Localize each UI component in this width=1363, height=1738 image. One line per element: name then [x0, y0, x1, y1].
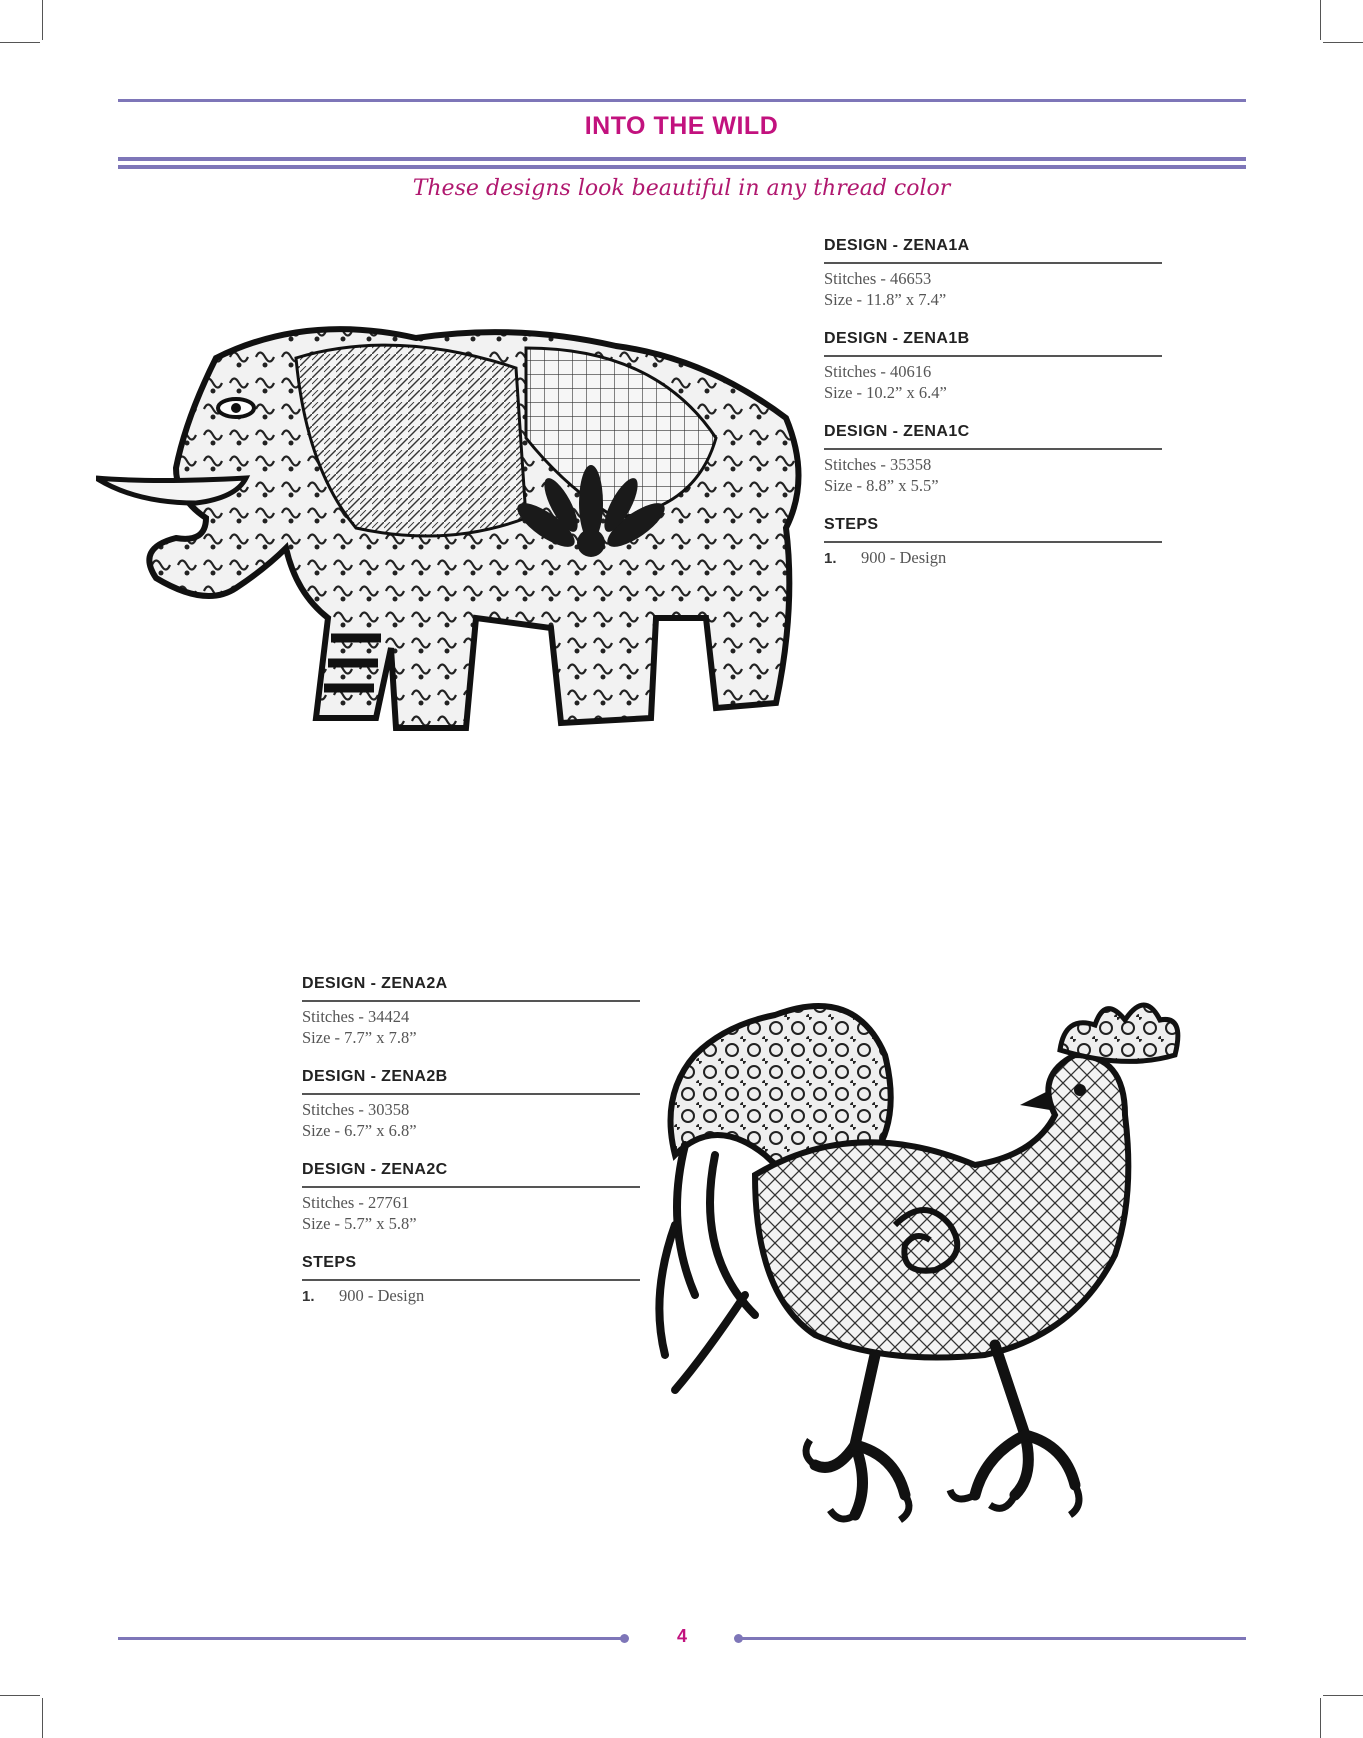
- design-heading: DESIGN - ZENA1A: [824, 237, 1162, 264]
- footer-rule-left: [118, 1637, 623, 1640]
- design-block: [824, 330, 1162, 403]
- design-block: [302, 1161, 640, 1234]
- steps-block: [824, 516, 1162, 569]
- header-bottom-rule-2: [118, 165, 1246, 169]
- design-block: [824, 423, 1162, 496]
- design-block: [302, 1068, 640, 1141]
- footer-rule-right: [740, 1637, 1246, 1640]
- crop-mark-br-v: [1320, 1698, 1321, 1738]
- steps-heading: STEPS: [824, 516, 1162, 543]
- design-stitches: Stitches - 40616: [824, 362, 932, 381]
- rooster-icon: [655, 995, 1237, 1570]
- design-block: [302, 975, 640, 1048]
- crop-mark-tr-h: [1323, 42, 1363, 43]
- design-size: Size - 10.2” x 6.4”: [824, 383, 947, 402]
- design-size: Size - 8.8” x 5.5”: [824, 476, 939, 495]
- page-subtitle: These designs look beautiful in any thread color: [412, 176, 951, 201]
- design-size: Size - 6.7” x 6.8”: [302, 1121, 417, 1140]
- design-size: Size - 5.7” x 5.8”: [302, 1214, 417, 1233]
- step-item: [302, 1285, 640, 1307]
- step-number: 1.: [302, 1288, 315, 1305]
- crop-mark-tr-v: [1320, 0, 1321, 40]
- design-heading: DESIGN - ZENA2C: [302, 1161, 640, 1188]
- page-number: 4: [676, 1626, 687, 1646]
- step-number: 1.: [824, 550, 837, 567]
- page-title: INTO THE WILD: [584, 112, 779, 140]
- footer-dot-left: [620, 1634, 629, 1643]
- rooster-design-info: [302, 975, 640, 1327]
- steps-heading: STEPS: [302, 1254, 640, 1281]
- header-top-rule: [118, 99, 1246, 102]
- elephant-icon: [96, 318, 802, 750]
- design-heading: DESIGN - ZENA2A: [302, 975, 640, 1002]
- design-stitches: Stitches - 46653: [824, 269, 932, 288]
- design-stitches: Stitches - 35358: [824, 455, 932, 474]
- design-size: Size - 11.8” x 7.4”: [824, 290, 947, 309]
- crop-mark-tl-v: [42, 0, 43, 40]
- design-heading: DESIGN - ZENA2B: [302, 1068, 640, 1095]
- design-heading: DESIGN - ZENA1B: [824, 330, 1162, 357]
- crop-mark-bl-h: [0, 1695, 40, 1696]
- crop-mark-tl-h: [0, 42, 40, 43]
- design-stitches: Stitches - 34424: [302, 1007, 410, 1026]
- elephant-embroidery-image: [96, 318, 802, 750]
- design-heading: DESIGN - ZENA1C: [824, 423, 1162, 450]
- rooster-embroidery-image: [655, 995, 1237, 1570]
- step-text: 900 - Design: [339, 1286, 425, 1305]
- crop-mark-br-h: [1323, 1695, 1363, 1696]
- step-text: 900 - Design: [861, 548, 947, 567]
- design-stitches: Stitches - 27761: [302, 1193, 410, 1212]
- header-bottom-rule-1: [118, 157, 1246, 161]
- steps-block: [302, 1254, 640, 1307]
- design-block: [824, 237, 1162, 310]
- elephant-design-info: [824, 237, 1162, 589]
- step-item: [824, 547, 1162, 569]
- design-stitches: Stitches - 30358: [302, 1100, 410, 1119]
- design-size: Size - 7.7” x 7.8”: [302, 1028, 417, 1047]
- crop-mark-bl-v: [42, 1698, 43, 1738]
